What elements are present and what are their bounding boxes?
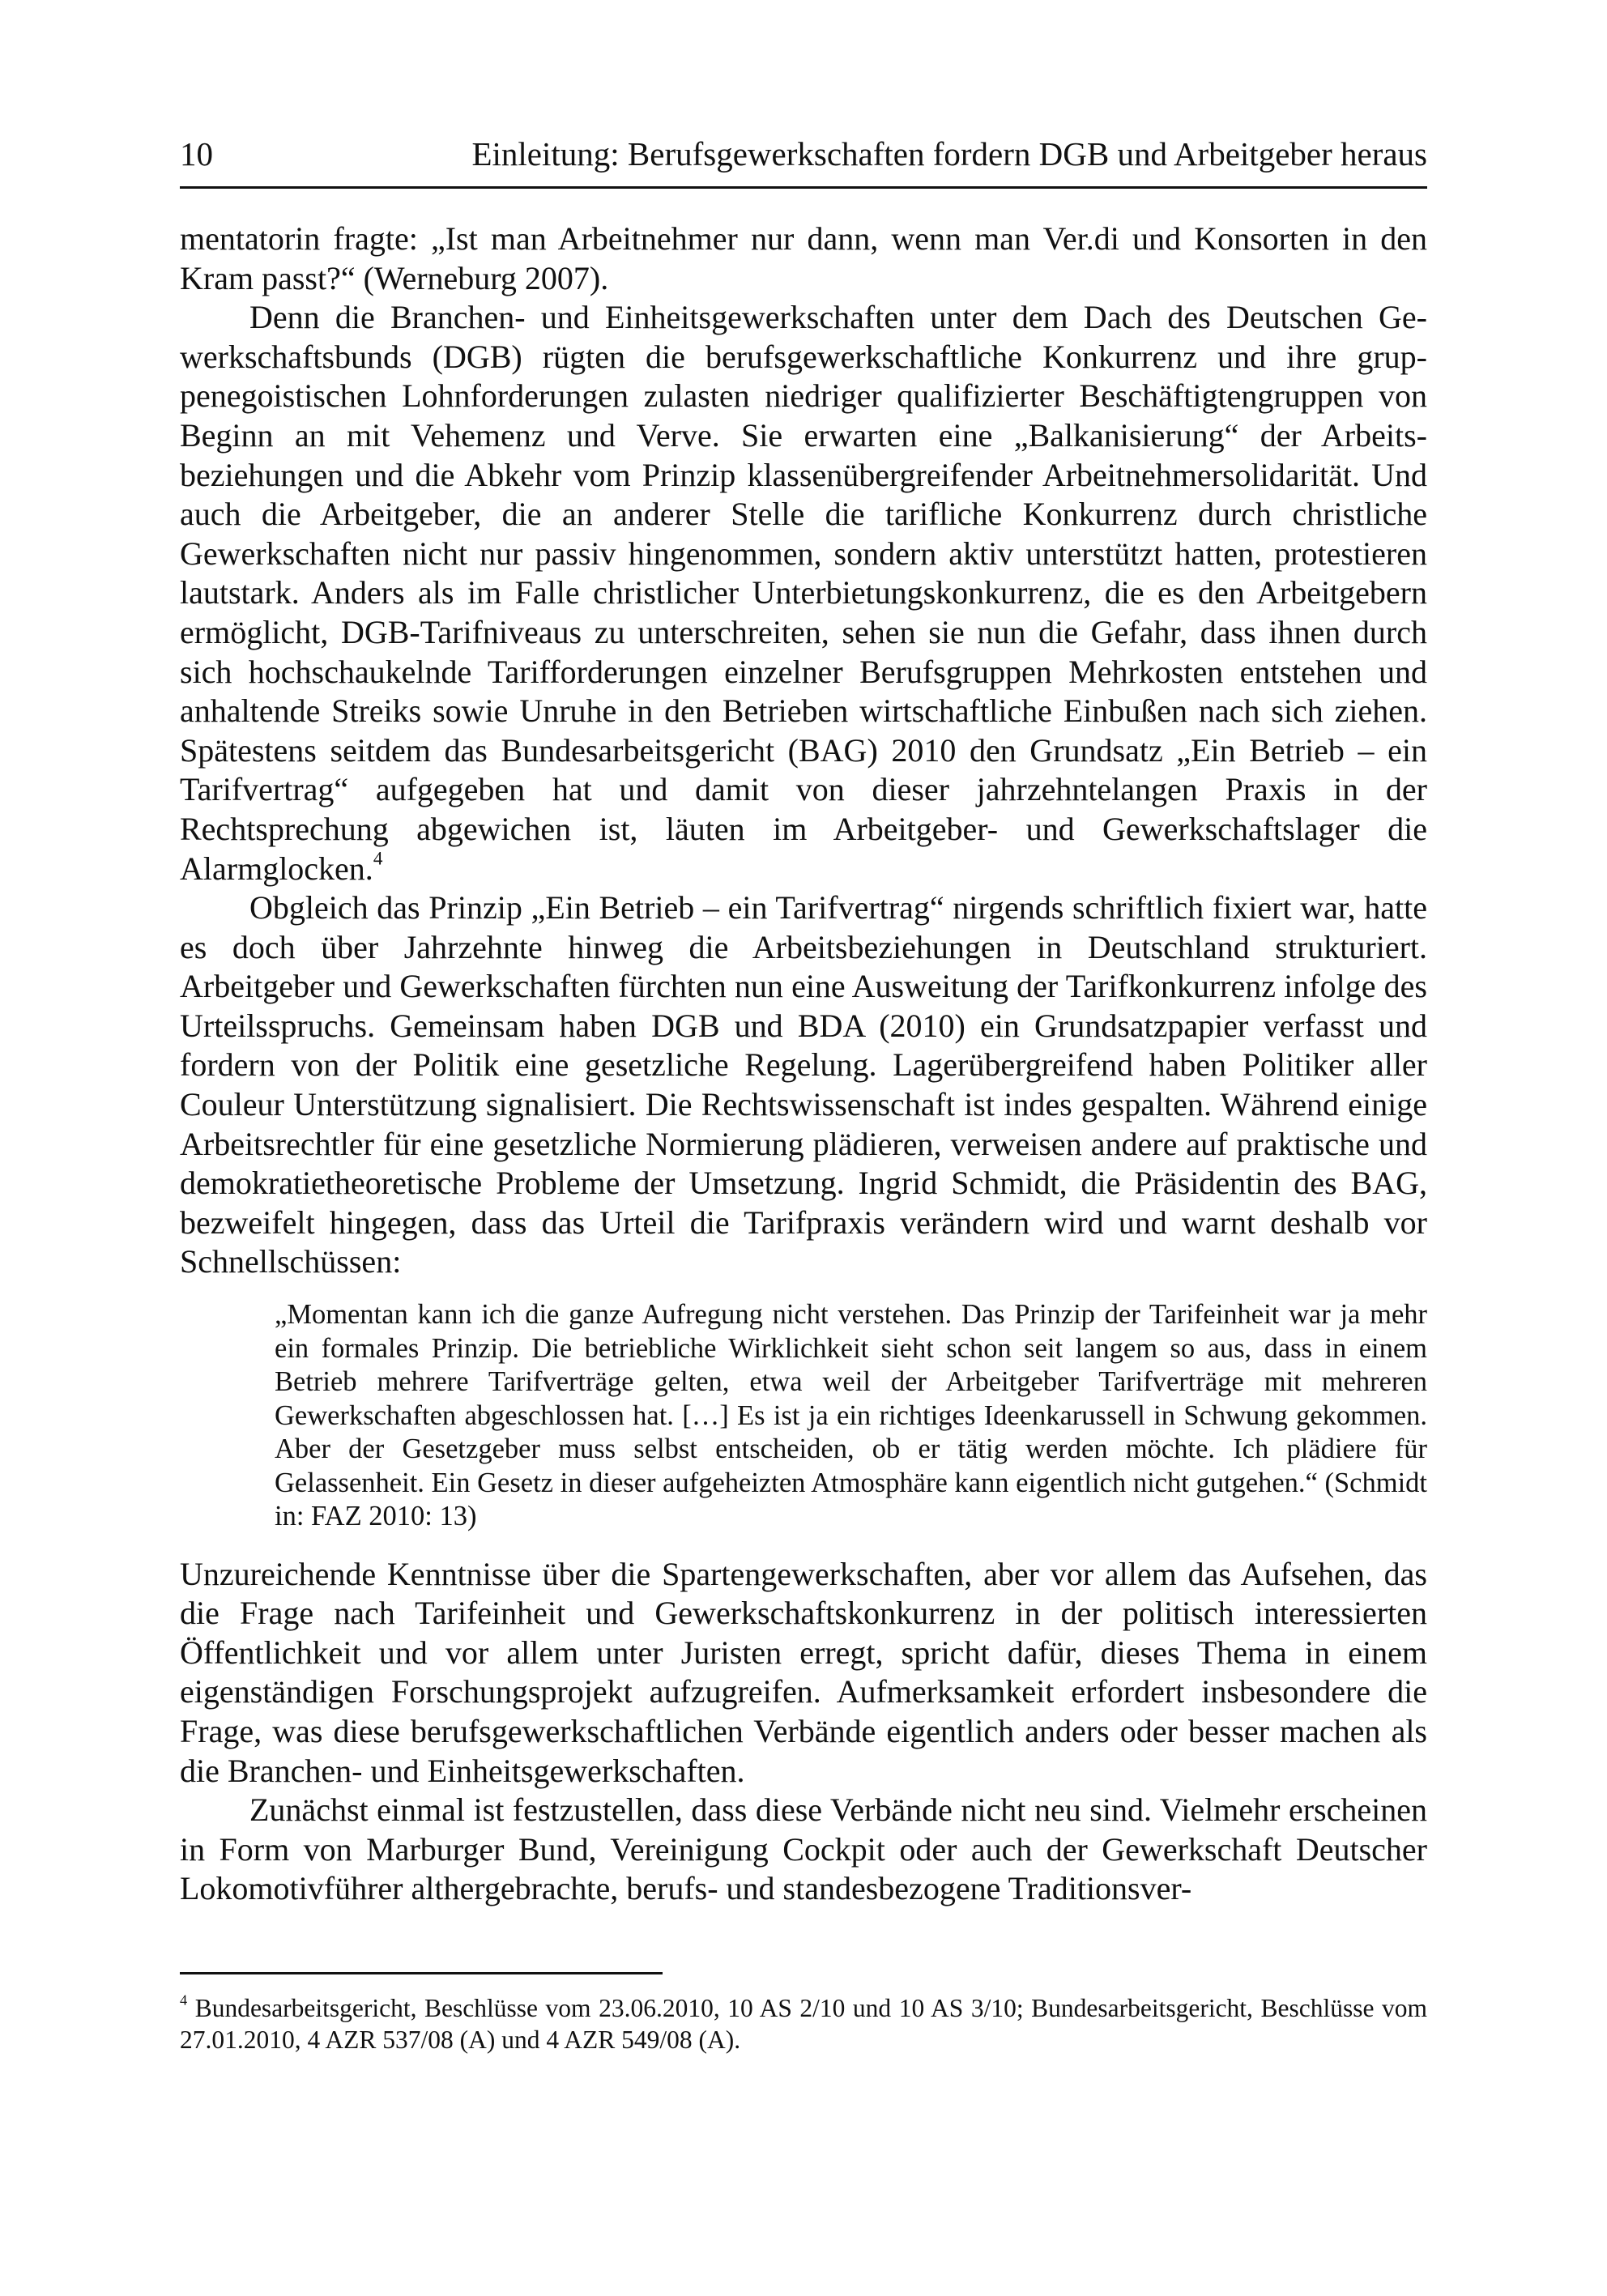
footnote-reference: 4 <box>373 847 383 869</box>
paragraph-associations: Zunächst einmal ist festzustellen, dass diese Verbände nicht neu sind. Vielmehr erscheinen in Form von Marburger Bund, Vereinigung Cockpit oder auch der Gewerkschaft Deutscher Lokomotivführer althergebrachte, berufs- und standesbezogene Traditionsver- <box>180 1791 1427 1907</box>
paragraph-research-motivation: Unzureichende Kenntnisse über die Spartengewerkschaften, aber vor allem das Aufsehen, das die Frage nach Tarifeinheit und Gewerkschaftskonkurrenz in der politisch interessierten Öffentlichkeit und vor allem unter Juristen erregt, spricht dafür, dieses Thema in einem eigenständigen Forschungsprojekt aufzugreifen. Aufmerksamkeit erfordert insbesondere die Frage, was diese berufsgewerkschaftlichen Verbände eigentlich anders oder besser machen als die Branchen- und Einheitsgewerkschaften. <box>180 1555 1427 1789</box>
paragraph-tarifeinheit: Obgleich das Prinzip „Ein Betrieb – ein Tarifvertrag“ nirgends schriftlich fixiert war, hatte es doch über Jahrzehnte hinweg die Arbeitsbeziehungen in Deutschland strukturiert. Arbeitgeber und Gewerkschaften fürchten nun eine Ausweitung der Tarifkonkurrenz infolge des Urteilsspruchs. Gemeinsam haben DGB und BDA (2010) ein Grundsatzpapier verfasst und fordern von der Politik eine gesetzliche Regelung. Lagerübergreifend haben Politiker aller Couleur Unterstützung signalisiert. Die Rechtswissenschaft ist indes gespalten. Während einige Arbeitsrechtler für eine gesetzliche Normierung plädieren, verweisen andere auf praktische und demokratietheoretische Probleme der Umsetzung. Ingrid Schmidt, die Präsidentin des BAG, bezweifelt hingegen, dass das Urteil die Tarifpraxis verändern wird und warnt deshalb vor Schnellschüssen: <box>180 889 1427 1280</box>
block-quote: „Momentan kann ich die ganze Aufregung nicht verstehen. Das Prinzip der Tarifeinheit war ja mehr ein formales Prinzip. Die betriebliche Wirklichkeit sieht schon seit langem so aus, dass in einem Betrieb mehrere Tarifverträge gelten, etwa weil der Arbeitgeber Tarifverträge mit mehreren Gewerkschaften abgeschlossen hat. […] Es ist ja ein richtiges Ideenkarussell in Schwung gekommen. Aber der Gesetzgeber muss selbst entscheiden, ob er tätig werden möchte. Ich plädiere für Gelassenheit. Ein Gesetz in dieser aufgeheizten Atmosphäre kann eigentlich nicht gutgehen.“ (Schmidt in: FAZ 2010: 13) <box>275 1299 1427 1532</box>
paragraph-text: Denn die Branchen- und Einheitsgewerkschaften unter dem Dach des Deutschen Gewerkschaftsbunds (DGB) rügten die berufsgewerkschaftliche Konkurrenz und ihre gruppenegoistischen Lohnforderungen zulasten niedriger qualifizierter Beschäftigtengruppen von Beginn an mit Vehemenz und Verve. Sie erwarten eine „Balkanisierung“ der Arbeitsbeziehungen und die Abkehr vom Prinzip klassenübergreifender Arbeitnehmersolidarität. Und auch die Arbeitgeber, die an anderer Stelle die tarifliche Konkurrenz durch christliche Gewerkschaften nicht nur passiv hingenommen, sondern aktiv unterstützt hatten, protestieren lautstark. Anders als im Falle christlicher Unterbietungskonkurrenz, die es den Arbeitgebern ermöglicht, DGB-Tarifniveaus zu unterschreiten, sehen sie nun die Gefahr, dass ihnen durch sich hochschaukelnde Tarifforderungen einzelner Berufsgruppen Mehrkosten entstehen und anhaltende Streiks sowie Unruhe in den Betrieben wirtschaftliche Einbußen nach sich ziehen. Spätestens seitdem das Bundesarbeitsgericht (BAG) 2010 den Grundsatz „Ein Betrieb – ein Tarifvertrag“ aufgegeben hat und damit von dieser jahrzehntelangen Praxis in der Rechtsprechung abgewichen ist, läuten im Arbeitgeber- und Gewerkschaftslager die Alarmglocken. <box>180 299 1427 887</box>
paragraph-continuation: mentatorin fragte: „Ist man Arbeitnehmer nur dann, wenn man Ver.di und Konsorten in den Kram passt?“ (Werneburg 2007). <box>180 220 1427 296</box>
running-title: Einleitung: Berufsgewerkschaften fordern DGB und Arbeitgeber heraus <box>471 135 1427 173</box>
paragraph-dgb-criticism <box>180 298 1427 888</box>
footnote <box>180 1992 1427 2056</box>
footnote-divider <box>180 1972 663 1974</box>
page-number: 10 <box>180 135 213 173</box>
document-page <box>180 121 1427 2056</box>
footnote-text: Bundesarbeitsgericht, Beschlüsse vom 23.06.2010, 10 AS 2/10 und 10 AS 3/10; Bundesarbeitsgericht, Beschlüsse vom 27.01.2010, 4 AZR 537/08 (A) und 4 AZR 549/08 (A). <box>180 1993 1427 2055</box>
running-header <box>180 121 1427 189</box>
body-text <box>180 219 1427 1909</box>
footnote-marker: 4 <box>180 1991 188 2008</box>
